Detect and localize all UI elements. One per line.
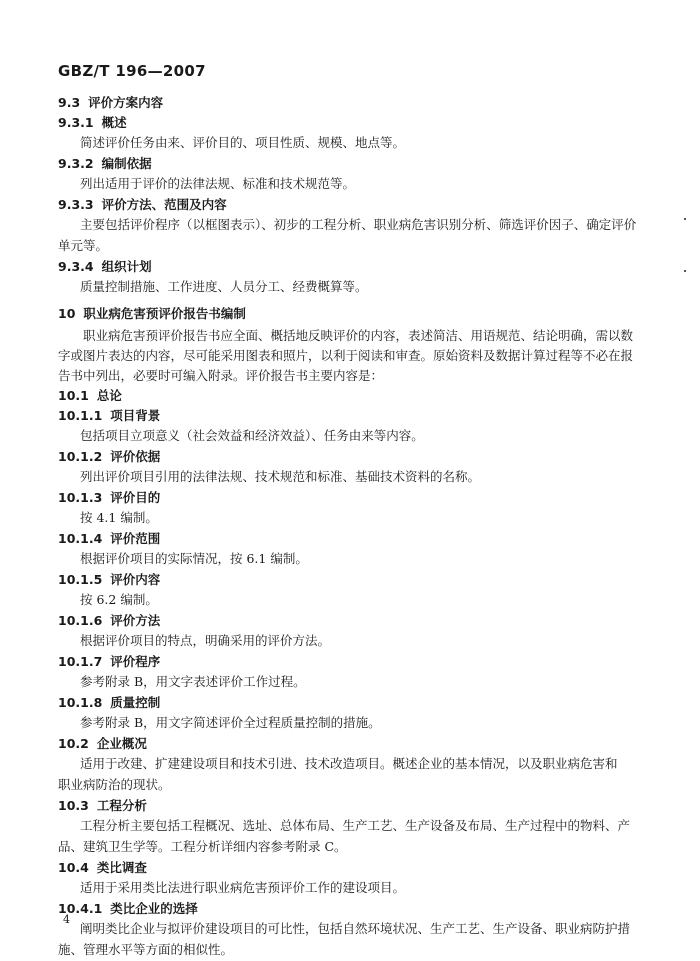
section-heading [58, 652, 640, 672]
section-title: 评价方法、范围及内容 [101, 197, 227, 212]
section-body-line: 施、管理水平等方面的相似性。 [58, 942, 234, 957]
section-body-line: 适用于采用类比法进行职业病危害预评价工作的建设项目。 [80, 880, 406, 895]
scan-speck [684, 218, 686, 220]
section-body-line: 根据评价项目的实际情况，按 6.1 编制。 [80, 551, 308, 566]
section-body-line: 列出评价项目引用的法律法规、技术规范和标准、基础技术资料的名称。 [80, 469, 481, 484]
section-number: 10.1.2 [58, 449, 103, 464]
section-body-line: 根据评价项目的特点，明确采用的评价方法。 [80, 633, 331, 648]
section-body-line: 品、建筑卫生学等。工程分析详细内容参考附录 C。 [58, 839, 347, 854]
section-heading [58, 488, 640, 508]
section-heading [58, 858, 640, 878]
section-title: 评价方案内容 [88, 95, 164, 110]
section-body-line: 主要包括评价程序（以框图表示）、初步的工程分析、职业病危害识别分析、筛选评价因子、确定评价 [80, 217, 637, 232]
section-number: 10.3 [58, 798, 89, 813]
scan-speck [684, 270, 686, 272]
section-number: 10.1.3 [58, 490, 103, 505]
section-number: 10.4 [58, 860, 89, 875]
section-heading [58, 154, 640, 174]
chapter-10-heading [58, 304, 640, 324]
section-title: 质量控制 [110, 695, 161, 710]
section-heading [58, 113, 640, 133]
section-heading [58, 570, 640, 590]
section-body-line: 单元等。 [58, 238, 109, 253]
page-number: 4 [63, 913, 70, 926]
section-heading [58, 693, 640, 713]
section-heading [58, 529, 640, 549]
section-number: 10.1.6 [58, 613, 103, 628]
section-number: 10.1.7 [58, 654, 103, 669]
section-number: 10.1.8 [58, 695, 103, 710]
section-number: 9.3.4 [58, 259, 94, 274]
section-heading [58, 195, 640, 215]
section-9-3-group [58, 93, 640, 298]
section-number: 10.1.1 [58, 408, 103, 423]
section-heading [58, 257, 640, 277]
section-number: 9.3.2 [58, 156, 94, 171]
standard-code-header: GBZ/T 196—2007 [58, 62, 206, 80]
section-body-line: 参考附录 B，用文字简述评价全过程质量控制的措施。 [80, 715, 381, 730]
section-title: 评价目的 [110, 490, 161, 505]
section-number: 10.1 [58, 388, 89, 403]
section-heading [58, 447, 640, 467]
section-body-line: 职业病防治的现状。 [58, 777, 171, 792]
document-content [58, 93, 640, 961]
section-title: 类比企业的选择 [110, 901, 198, 916]
section-title: 组织计划 [101, 259, 152, 274]
section-number: 9.3.1 [58, 115, 94, 130]
section-title: 评价内容 [110, 572, 161, 587]
section-number: 10.1.5 [58, 572, 103, 587]
section-title: 类比调查 [96, 860, 147, 875]
section-body-line: 参考附录 B，用文字表述评价工作过程。 [80, 674, 306, 689]
chapter-10-intro: 职业病危害预评价报告书应全面、概括地反映评价的内容，表述简洁、用语规范、结论明确，需以数字或图片表达的内容，尽可能采用图表和照片，以利于阅读和审查。原始资料及数据计算过程等不必在报告书中列出，必要时可编入附录。评价报告书主要内容是： [58, 328, 634, 383]
section-body-line: 工程分析主要包括工程概况、选址、总体布局、生产工艺、生产设备及布局、生产过程中的物料、产 [80, 818, 631, 833]
section-heading [58, 93, 640, 113]
section-heading [58, 386, 640, 406]
section-title: 评价范围 [110, 531, 161, 546]
section-body-line: 按 6.2 编制。 [80, 592, 158, 607]
section-title: 工程分析 [96, 798, 147, 813]
section-title: 企业概况 [96, 736, 147, 751]
section-number: 10.2 [58, 736, 89, 751]
section-number: 10.1.4 [58, 531, 103, 546]
section-number: 9.3 [58, 95, 81, 110]
section-heading [58, 899, 640, 919]
section-title: 概述 [101, 115, 127, 130]
chapter-title: 职业病危害预评价报告书编制 [83, 306, 246, 321]
section-body-line: 质量控制措施、工作进度、人员分工、经费概算等。 [80, 279, 368, 294]
section-title: 项目背景 [110, 408, 161, 423]
section-body-line: 阐明类比企业与拟评价建设项目的可比性，包括自然环境状况、生产工艺、生产设备、职业病防护措 [80, 921, 631, 936]
section-10-group [58, 386, 640, 961]
section-body-line: 列出适用于评价的法律法规、标准和技术规范等。 [80, 176, 356, 191]
section-number: 9.3.3 [58, 197, 94, 212]
section-title: 评价方法 [110, 613, 161, 628]
chapter-number: 10 [58, 306, 76, 321]
section-heading [58, 734, 640, 754]
section-title: 评价依据 [110, 449, 161, 464]
section-body-line: 简述评价任务由来、评价目的、项目性质、规模、地点等。 [80, 135, 406, 150]
section-number: 10.4.1 [58, 901, 103, 916]
section-body-line: 按 4.1 编制。 [80, 510, 158, 525]
section-heading [58, 796, 640, 816]
section-heading [58, 406, 640, 426]
section-title: 编制依据 [101, 156, 152, 171]
section-body-line: 适用于改建、扩建建设项目和技术引进、技术改造项目。概述企业的基本情况，以及职业病危害和 [80, 756, 618, 771]
section-heading [58, 611, 640, 631]
section-title: 总论 [96, 388, 122, 403]
section-title: 评价程序 [110, 654, 161, 669]
section-body-line: 包括项目立项意义（社会效益和经济效益）、任务由来等内容。 [80, 428, 424, 443]
